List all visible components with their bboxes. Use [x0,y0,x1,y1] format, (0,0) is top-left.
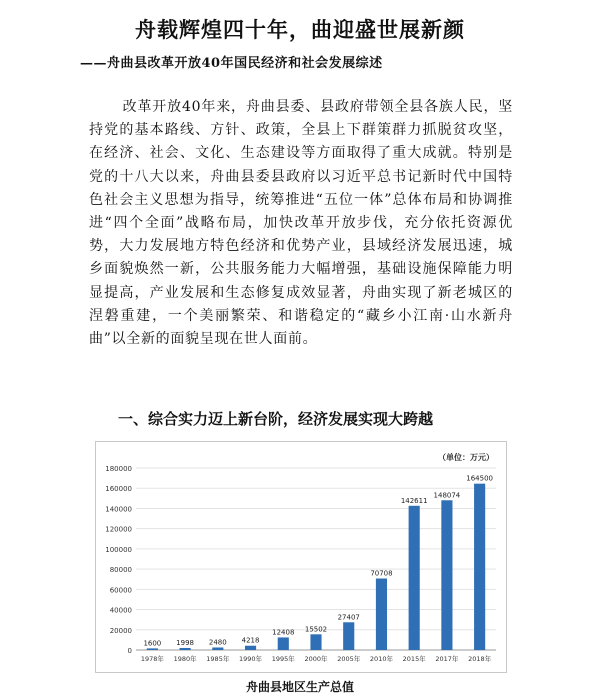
x-tick-label: 2017年 [435,655,459,663]
bar-value-label: 12408 [272,628,295,637]
bar-1990年 [245,646,256,650]
bar-value-label: 27407 [337,613,360,622]
y-tick-label: 160000 [105,485,132,494]
bar-value-label: 148074 [433,491,461,500]
x-tick-label: 2015年 [402,655,426,663]
y-tick-label: 120000 [105,525,132,534]
bar-2015年 [409,506,420,650]
bar-1980年 [180,648,191,650]
bar-2018年 [474,484,485,650]
page-subtitle: ——舟曲县改革开放40年国民经济和社会发展综述 [80,56,383,71]
bar-value-label: 142611 [400,496,428,505]
bar-1978年 [147,648,158,650]
bar-value-label: 1998 [176,638,195,647]
gdp-bar-chart [95,441,507,673]
y-tick-label: 60000 [109,586,132,595]
x-tick-label: 1995年 [271,655,295,663]
bar-2000年 [310,634,321,650]
unit-label: （单位：万元） [438,453,494,462]
intro-paragraph: 改革开放40年来，舟曲县委、县政府带领全县各族人民，坚持党的基本路线、方针、政策，全县上下群策群力抓脱贫攻坚，在经济、社会、文化、生态建设等方面取得了重大成就。特别是党的十八大以来，舟曲县委县政府以习近平总书记新时代中国特色社会主义思想为指导，统筹推进“五位一体”总体布局和协调推进“四个全面”战略布局，加快改革开放步伐，充分依托资源优势，大力发展地方特色经济和优势产业，县域经济发展迅速，城乡面貌焕然一新，公共服务能力大幅增强，基础设施保障能力明显提高，产业发展和生态修复成效显著，舟曲实现了新老城区的涅磐重建，一个美丽繁荣、和谐稳定的“藏乡小江南·山水新舟曲”以全新的面貌呈现在世人面前。 [89,99,513,348]
x-tick-label: 1985年 [206,655,230,663]
bar-value-label: 2480 [208,638,227,647]
bar-2005年 [343,622,354,650]
bar-1985年 [212,647,223,650]
bar-2010年 [376,579,387,650]
y-tick-label: 40000 [109,606,132,615]
bar-1995年 [278,637,289,650]
x-tick-label: 2005年 [337,655,361,663]
bar-value-label: 1600 [143,639,162,648]
page-title: 舟载辉煌四十年，曲迎盛世展新颜 [135,18,465,42]
bar-value-label: 70708 [370,569,393,578]
x-tick-label: 2018年 [468,655,492,663]
bar-2017年 [441,500,452,650]
x-tick-label: 1990年 [239,655,263,663]
x-tick-label: 2010年 [369,655,393,663]
section-heading: 一、综合实力迈上新台阶，经济发展实现大跨越 [118,410,434,428]
y-tick-label: 140000 [105,505,132,514]
x-tick-label: 1980年 [173,655,197,663]
bar-value-label: 4218 [241,636,260,645]
y-tick-label: 20000 [109,626,132,635]
x-tick-label: 2000年 [304,655,328,663]
y-tick-label: 180000 [105,465,132,473]
chart-canvas [96,442,506,672]
bar-value-label: 164500 [466,474,494,483]
x-tick-label: 1978年 [140,655,164,663]
y-tick-label: 80000 [109,566,132,575]
y-tick-label: 0 [127,647,132,655]
y-tick-label: 100000 [105,545,132,554]
bar-value-label: 15502 [304,625,328,634]
chart-caption: 舟曲县地区生产总值 [245,680,354,694]
